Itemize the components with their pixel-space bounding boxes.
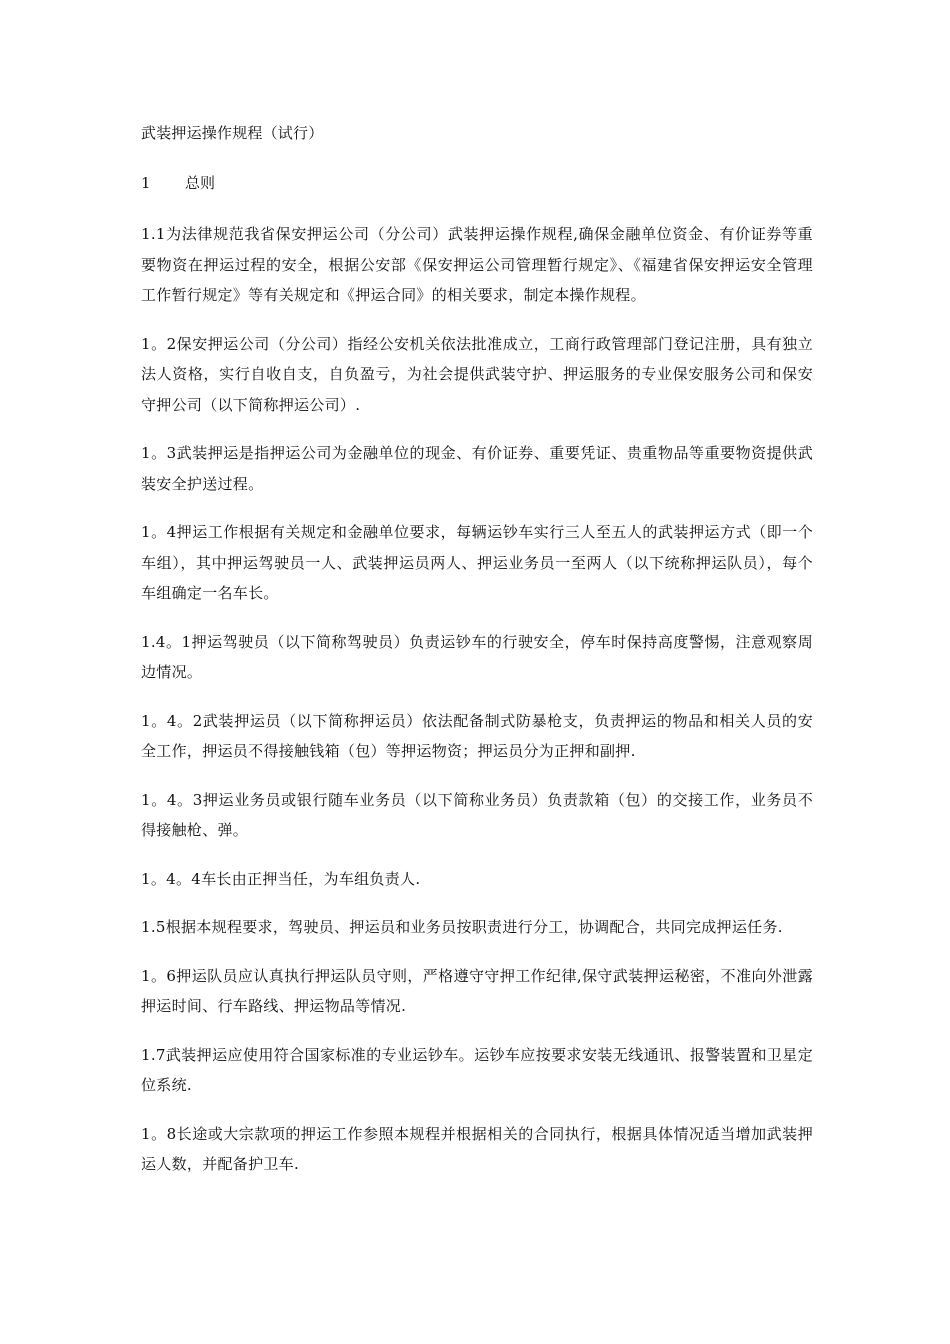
paragraph-1-8: 1。8长途或大宗款项的押运工作参照本规程并根据相关的合同执行，根据具体情况适当增加武装押运人数，并配备护卫车. (141, 1124, 813, 1173)
section-title: 总则 (185, 174, 216, 192)
document-body (141, 118, 813, 1198)
paragraph-1-5: 1.5根据本规程要求，驾驶员、押运员和业务员按职责进行分工，协调配合，共同完成押运任务. (141, 918, 783, 936)
section-heading (141, 168, 813, 198)
paragraph-1-3: 1。3武装押运是指押运公司为金融单位的现金、有价证券、重要凭证、贵重物品等重要物资提供武装安全护送过程。 (141, 444, 813, 493)
paragraph-1-7: 1.7武装押运应使用符合国家标准的专业运钞车。运钞车应按要求安装无线通讯、报警装置和卫星定位系统. (141, 1045, 813, 1094)
paragraph-1-4: 1。4押运工作根据有关规定和金融单位要求，每辆运钞车实行三人至五人的武装押运方式（即一个车组），其中押运驾驶员一人、武装押运员两人、押运业务员一至两人（以下统称押运队员），每个车组确定一名车长。 (141, 523, 813, 602)
paragraph-1-1: 1.1为法律规范我省保安押运公司（分公司）武装押运操作规程,确保金融单位资金、有价证券等重要物资在押运过程的安全，根据公安部《保安押运公司管理暂行规定》、《福建省保安押运安全管理工作暂行规定》等有关规定和《押运合同》的相关要求，制定本操作规程。 (141, 225, 813, 304)
paragraph-1-4-4: 1。4。4车长由正押当任，为车组负责人. (141, 869, 421, 888)
paragraph-1-4-2: 1。4。2武装押运员（以下简称押运员）依法配备制式防暴枪支，负责押运的物品和相关人员的安全工作，押运员不得接触钱箱（包）等押运物资；押运员分为正押和副押. (141, 711, 813, 760)
paragraph-1-2: 1。2保安押运公司（分公司）指经公安机关依法批准成立，工商行政管理部门登记注册，具有独立法人资格，实行自收自支，自负盈亏，为社会提供武装守护、押运服务的专业保安服务公司和保安守押公司（以下简称押运公司）. (141, 334, 813, 414)
document-title: 武装押运操作规程（试行） (141, 124, 324, 142)
paragraph-1-6: 1。6押运队员应认真执行押运队员守则，严格遵守守押工作纪律,保守武装押运秘密，不准向外泄露押运时间、行车路线、押运物品等情况. (141, 966, 813, 1015)
paragraph-1-4-1: 1.4。1押运驾驶员（以下简称驾驶员）负责运钞车的行驶安全，停车时保持高度警惕，注意观察周边情况。 (141, 632, 813, 681)
paragraph-1-4-3: 1。4。3押运业务员或银行随车业务员（以下简称业务员）负责款箱（包）的交接工作，业务员不得接触枪、弹。 (141, 790, 813, 839)
section-number: 1 (141, 174, 151, 192)
